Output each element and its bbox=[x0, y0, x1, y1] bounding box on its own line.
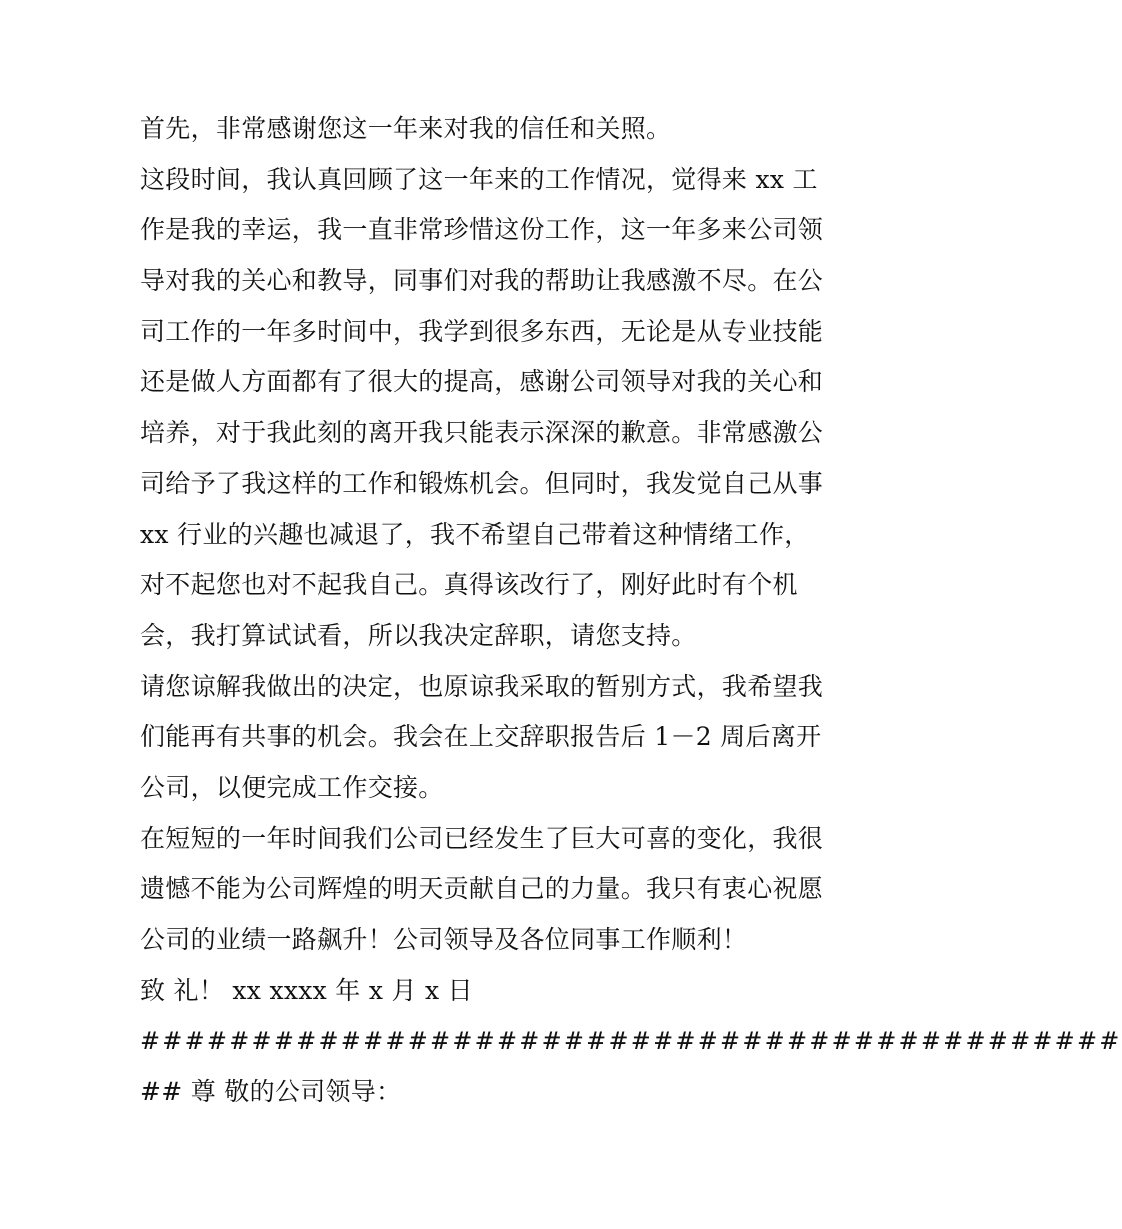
salutation-heading: ## 尊 敬的公司领导： bbox=[140, 1077, 402, 1107]
text-line: 首先，非常感谢您这一年来对我的信任和关照。 bbox=[140, 114, 672, 143]
text-line: 司工作的一年多时间中，我学到很多东西，无论是从专业技能 bbox=[140, 316, 824, 346]
text-line: 公司的业绩一路飙升！公司领导及各位同事工作顺利！ bbox=[140, 925, 748, 954]
separator-line: ############################################ bbox=[140, 1027, 1122, 1056]
text-line: 培养，对于我此刻的离开我只能表示深深的歉意。非常感激公 bbox=[140, 418, 824, 448]
text-line: 司给予了我这样的工作和锻炼机会。但同时，我发觉自己从事 bbox=[140, 468, 824, 498]
text-line: 导对我的关心和教导，同事们对我的帮助让我感激不尽。在公 bbox=[140, 266, 824, 296]
closing-line: 致 礼！ xx xxxx 年 x 月 x 日 bbox=[140, 975, 473, 1005]
text-line: 们能再有共事的机会。我会在上交辞职报告后 1－2 周后离开 bbox=[140, 722, 822, 752]
text-line: 对不起您也对不起我自己。真得该改行了，刚好此时有个机 bbox=[140, 570, 798, 600]
text-line: 请您谅解我做出的决定，也原谅我采取的暂别方式，我希望我 bbox=[140, 671, 824, 701]
text-line: 这段时间，我认真回顾了这一年来的工作情况，觉得来 xx 工 bbox=[140, 164, 818, 194]
text-line: 公司，以便完成工作交接。 bbox=[140, 772, 444, 802]
text-line: 遗憾不能为公司辉煌的明天贡献自己的力量。我只有衷心祝愿 bbox=[140, 874, 824, 904]
text-line: xx 行业的兴趣也减退了，我不希望自己带着这种情绪工作， bbox=[140, 519, 810, 549]
text-line: 在短短的一年时间我们公司已经发生了巨大可喜的变化，我很 bbox=[140, 823, 824, 853]
text-line: 作是我的幸运，我一直非常珍惜这份工作，这一年多来公司领 bbox=[140, 215, 824, 245]
letter-body bbox=[140, 104, 1122, 1118]
text-line: 会，我打算试试看，所以我决定辞职，请您支持。 bbox=[140, 620, 697, 650]
text-line: 还是做人方面都有了很大的提高，感谢公司领导对我的关心和 bbox=[140, 367, 824, 397]
